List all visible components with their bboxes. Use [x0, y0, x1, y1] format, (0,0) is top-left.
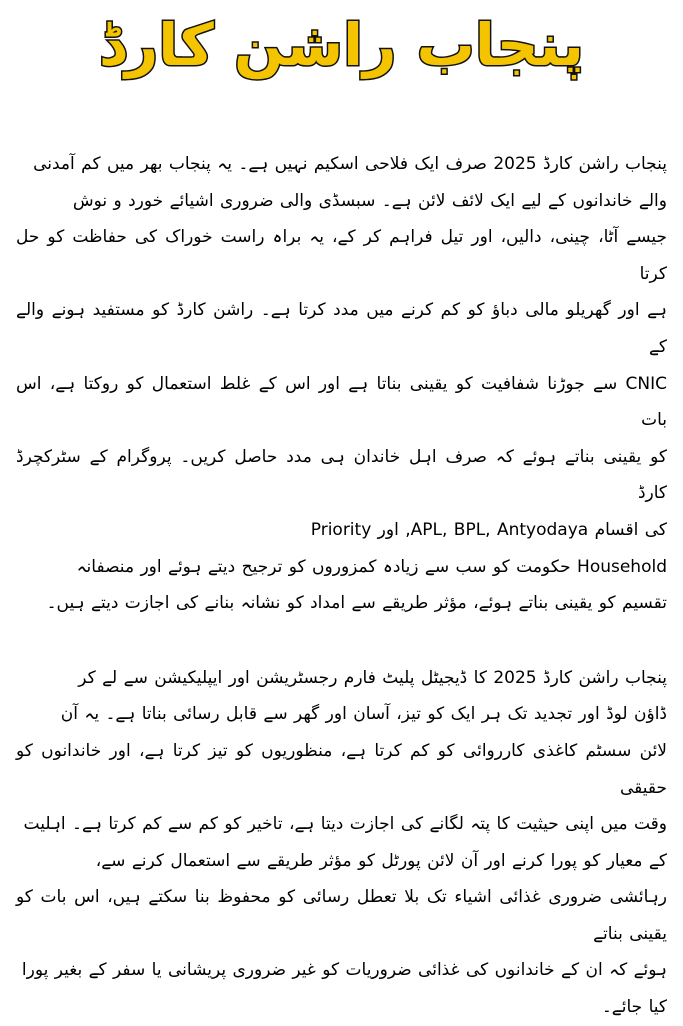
paragraph-line: CNIC سے جوڑنا شفافیت کو یقینی بناتا ہے اور اس کے غلط استعمال کو روکتا ہے، اس بات: [16, 373, 667, 431]
paragraph-line: ہے اور گھریلو مالی دباؤ کو کم کرنے میں مدد کرتا ہے۔ راشن کارڈ کو مستفید ہونے والے کے: [16, 300, 667, 357]
paragraph-line: رہائشی ضروری غذائی اشیاء تک بلا تعطل رسائی کو محفوظ بنا سکتے ہیں، اس بات کو یقینی بناتے: [16, 887, 667, 944]
paragraph-line: پنجاب راشن کارڈ 2025 صرف ایک فلاحی اسکیم نہیں ہے۔ یہ پنجاب بھر میں کم آمدنی: [33, 154, 667, 174]
paragraph-line: والے خاندانوں کے لیے ایک لائف لائن ہے۔ سبسڈی والی ضروری اشیائے خورد و نوش: [72, 190, 667, 211]
page-title: پنجاب راشن کارڈ: [99, 11, 584, 79]
paragraph-line: تقسیم کو یقینی بناتے ہوئے، مؤثر طریقے سے امداد کو نشانہ بنانے کی اجازت دیتے ہیں۔: [46, 593, 667, 614]
paragraph-line: کو یقینی بناتے ہوئے کہ صرف اہل خاندان ہی مدد حاصل کریں۔ پروگرام کے سٹرکچرڈ کارڈ: [16, 446, 667, 504]
paragraph-line: ڈاؤن لوڈ اور تجدید تک ہر ایک کو تیز، آسان اور گھر سے قابل رسائی بناتا ہے۔ یہ آن: [60, 704, 667, 725]
paragraph-gap: [10, 622, 673, 660]
paragraph-2: [10, 660, 673, 1026]
paragraph-line: وقت میں اپنی حیثیت کا پتہ لگانے کی اجازت دیتا ہے، تاخیر کو کم سے کم کرتا ہے۔ اہلیت: [23, 814, 667, 835]
paragraph-line: کے معیار کو پورا کرنے اور آن لائن پورٹل کو مؤثر طریقے سے استعمال کرنے سے،: [95, 850, 667, 871]
paragraph-line: کی اقسام APL, BPL, Antyodaya, اور Priority: [310, 519, 667, 540]
paragraph-line: لائن سسٹم کاغذی کارروائی کو کم کرتا ہے، منظوریوں کو تیز کرتا ہے، اور خاندانوں کو حقیقی: [16, 740, 667, 798]
paragraph-line: کیا جائے۔: [601, 997, 667, 1018]
paragraph-line: Household حکومت کو سب سے زیادہ کمزوروں کو ترجیح دیتے ہوئے اور منصفانہ: [76, 556, 667, 577]
paragraph-1: [10, 146, 673, 622]
paragraph-line: ہوئے کہ ان کے خاندانوں کی غذائی ضروریات کو غیر ضروری پریشانی یا سفر کے بغیر پورا: [21, 960, 667, 981]
paragraph-line: جیسے آٹا، چینی، دالیں، اور تیل فراہم کر کے، یہ براہ راست خوراک کی حفاظت کو حل کرتا: [16, 227, 667, 284]
paragraph-line: پنجاب راشن کارڈ 2025 کا ڈیجیٹل پلیٹ فارم رجسٹریشن اور ایپلیکیشن سے لے کر: [78, 667, 667, 688]
